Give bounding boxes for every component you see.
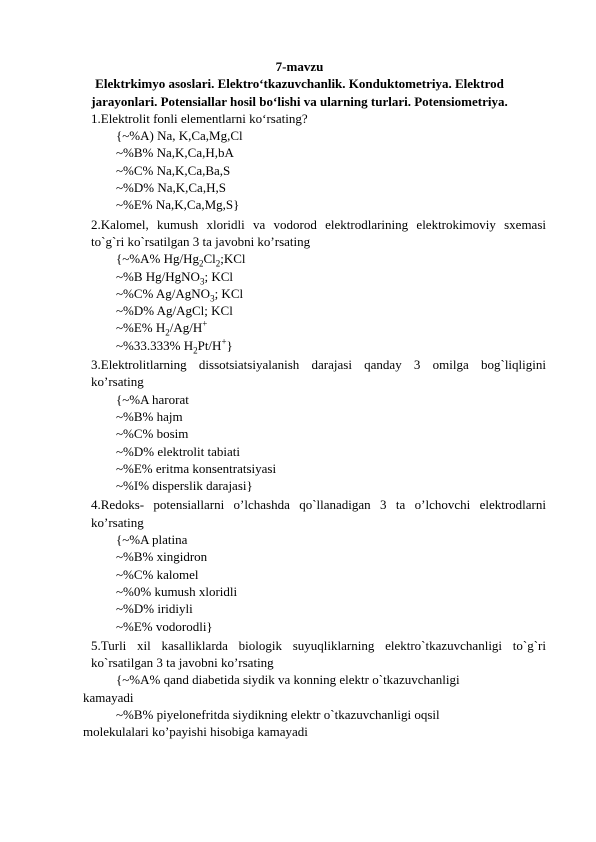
question-text: 2.Kalomel, kumush xloridli va vodorod elektrodlarining elektrokimoviy sxemasi to`g`ri ko`rsatilgan 3 ta javobni ko’rsating — [91, 216, 546, 249]
option: ~%B Hg/HgNO$_3$; KCl — [116, 268, 233, 287]
option: ~%D% iridiyli — [116, 601, 193, 617]
option: ~%D% elektrolit tabiati — [116, 443, 240, 459]
option: ~%C% kalomel — [116, 566, 199, 582]
option-list — [83, 391, 546, 495]
document-header — [43, 58, 556, 110]
option: ~%D% Ag/AgCl; KCl — [116, 303, 233, 319]
option: ~%D% Na,K,Ca,H,S — [116, 180, 226, 196]
question-text: 1.Elektrolit fonli elementlarni ko‘rsating? — [91, 110, 308, 126]
option: ~%C% Na,K,Ca,Ba,S — [116, 162, 231, 178]
question-2 — [83, 216, 546, 354]
option: ~%B% hajm — [116, 408, 183, 424]
option: ~%C% bosim — [116, 426, 189, 442]
option-list — [83, 671, 546, 740]
option: ~%B% piyelonefritda siydikning elektr o`tkazuvchanligi oqsil — [116, 706, 440, 722]
option-continuation: molekulalari ko’payishi hisobiga kamayadi — [83, 724, 308, 740]
option: {~%A harorat — [116, 391, 189, 407]
question-4 — [83, 496, 546, 634]
heading-line-1: Elektrkimyo asoslari. Elektro‘tkazuvchanlik. Konduktometriya. Elektrod — [95, 76, 504, 92]
option: ~%E% Na,K,Ca,Mg,S} — [116, 197, 240, 213]
question-1 — [83, 110, 546, 214]
option-continuation: kamayadi — [83, 689, 134, 705]
option: {~%A platina — [116, 532, 188, 548]
question-3 — [83, 356, 546, 494]
heading-line-2: jarayonlari. Potensiallar hosil bo‘lishi va ularning turlari. Potensiometriya. — [91, 93, 508, 109]
option: ~%33.333% $H_2Pt/H^+$} — [116, 336, 233, 356]
option: ~%B% xingidron — [116, 549, 208, 565]
option: ~%E% vodorodli} — [116, 618, 213, 634]
option: ~%I% disperslik darajasi} — [116, 478, 253, 494]
option-list — [83, 127, 546, 213]
option-list — [83, 250, 546, 354]
option: {~%A% $Hg/Hg_2Cl_2;KCl$ — [116, 251, 246, 269]
question-5 — [83, 637, 546, 741]
topic-number: 7-mavzu — [275, 59, 324, 74]
option: {~%A) Na, K,Ca,Mg,Cl — [116, 128, 243, 144]
option: ~%C% Ag/AgNO$_3$; KCl — [116, 285, 244, 304]
option-list — [83, 531, 546, 635]
question-text: 5.Turli xil kasalliklarda biologik suyuqliklarning elektro`tkazuvchanligi to`g`ri ko`rsatilgan 3 ta javobni ko’rsating — [91, 637, 546, 671]
question-text: 3.Elektrolitlarning dissotsiatsiyalanish darajasi qanday 3 omilga bog`liqligini ko’rsating — [91, 357, 546, 390]
option: ~%B% Na,K,Ca,H,bA — [116, 145, 234, 161]
option: ~%E% $H_2/Ag/H^+$ — [116, 319, 208, 339]
question-text: 4.Redoks- potensiallarni o’lchashda qo`llanadigan 3 ta o’lchovchi elektrodlarni ko’rsating — [91, 497, 546, 530]
option: ~%0% kumush xloridli — [116, 583, 238, 599]
option: {~%A% qand diabetida siydik va konning elektr o`tkazuvchanligi — [116, 672, 460, 688]
option: ~%E% eritma konsentratsiyasi — [116, 460, 277, 476]
